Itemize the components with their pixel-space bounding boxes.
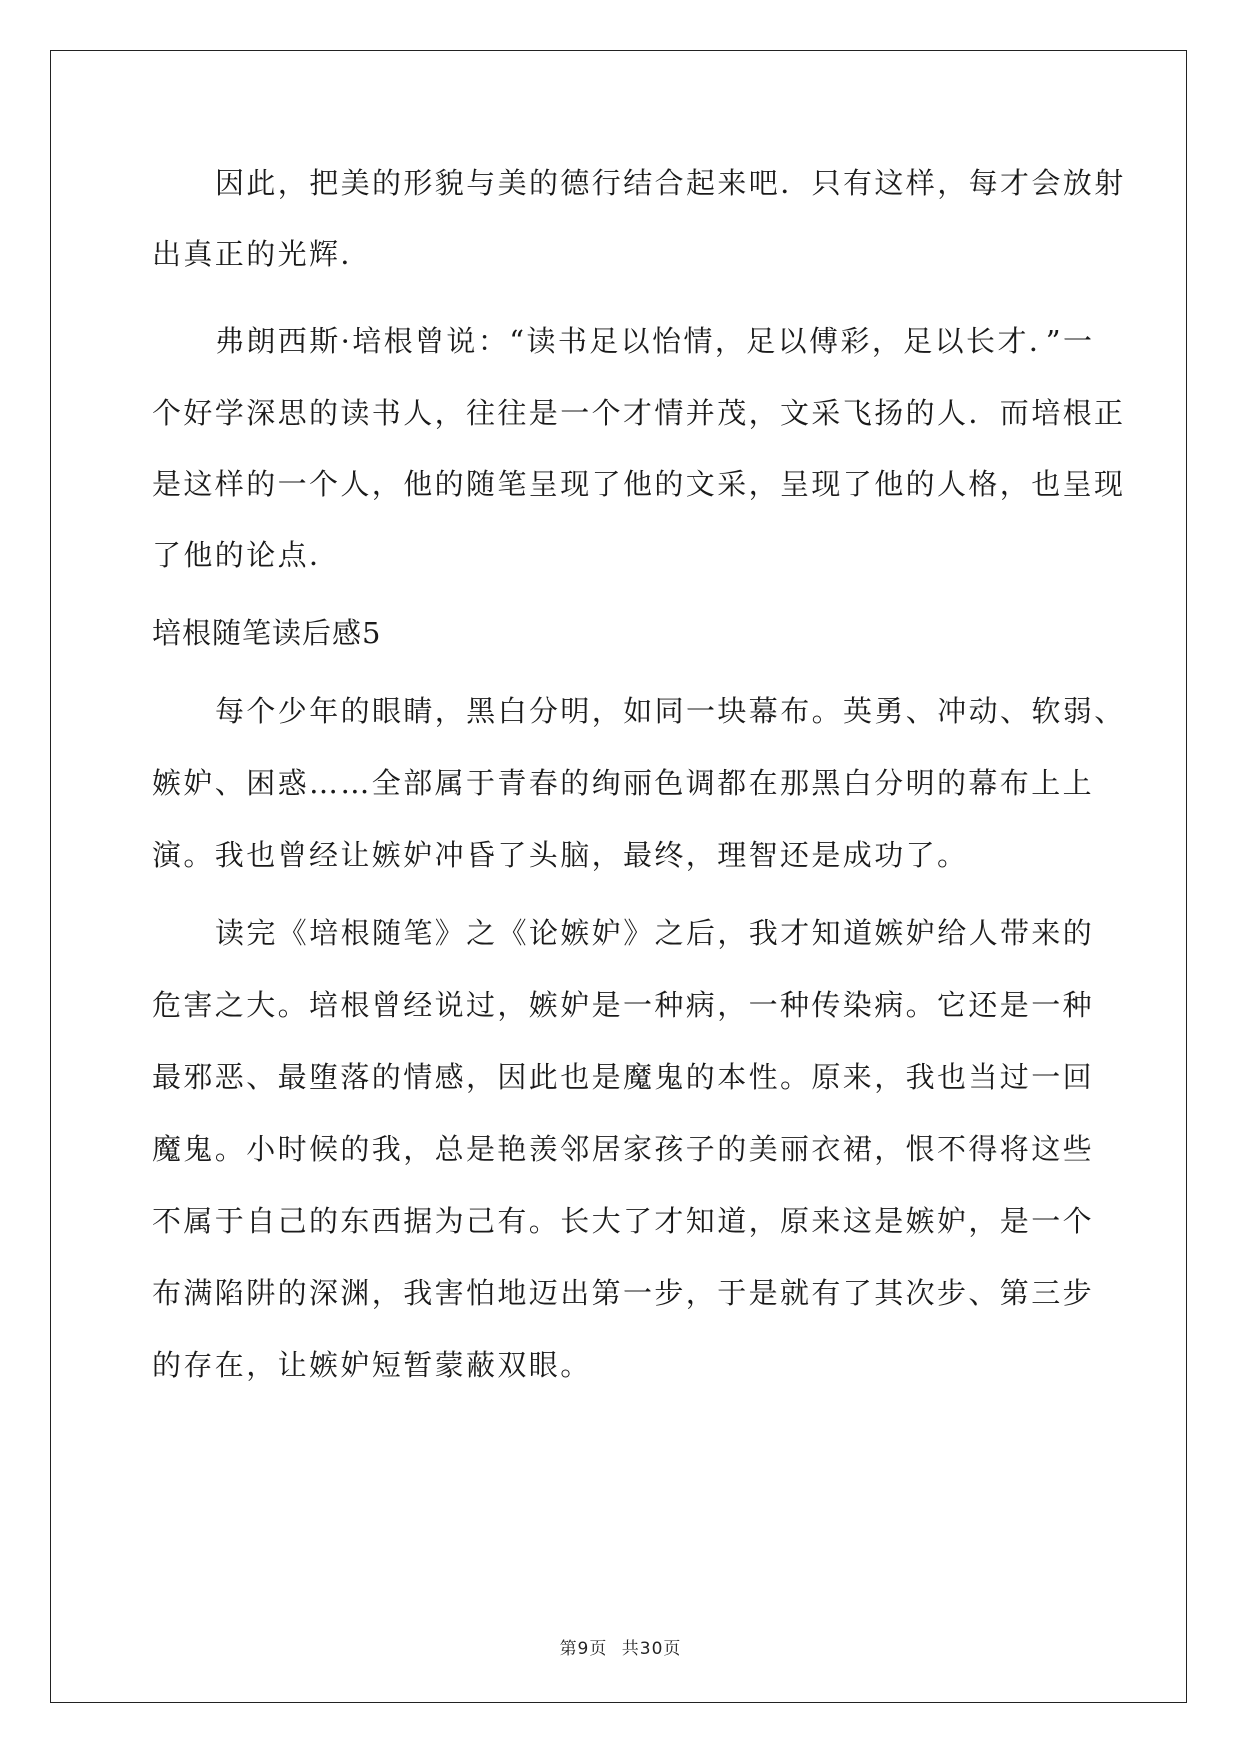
page-number: 第9页 — [559, 1639, 608, 1659]
paragraph-line: 是这样的一个人，他的随笔呈现了他的文采，呈现了他的人格，也呈现 — [152, 467, 1126, 501]
page-border — [50, 50, 1187, 1703]
paragraph-line: 出真正的光辉． — [152, 237, 372, 271]
paragraph-line: 的存在，让嫉妒短暂蒙蔽双眼。 — [152, 1348, 592, 1382]
section-heading: 培根随笔读后感5 — [152, 616, 382, 650]
paragraph-line: 魔鬼。小时候的我，总是艳羡邻居家孩子的美丽衣裙，恨不得将这些 — [152, 1132, 1095, 1166]
paragraph-line: 读完《培根随笔》之《论嫉妒》之后，我才知道嫉妒给人带来的 — [215, 916, 1095, 950]
paragraph-line: 了他的论点． — [152, 538, 341, 572]
paragraph-line: 布满陷阱的深渊，我害怕地迈出第一步，于是就有了其次步、第三步 — [152, 1276, 1095, 1310]
paragraph-line: 每个少年的眼睛，黑白分明，如同一块幕布。英勇、冲动、软弱、 — [215, 694, 1126, 728]
paragraph-line: 因此，把美的形貌与美的德行结合起来吧．只有这样，每才会放射 — [215, 166, 1126, 200]
page-total: 共30页 — [621, 1639, 682, 1659]
page-footer — [0, 1634, 1241, 1659]
paragraph-line: 弗朗西斯·培根曾说：“读书足以怡情，足以傅彩，足以长才．”一 — [215, 324, 1095, 358]
paragraph-line: 不属于自己的东西据为己有。长大了才知道，原来这是嫉妒，是一个 — [152, 1204, 1095, 1238]
paragraph-line: 演。我也曾经让嫉妒冲昏了头脑，最终，理智还是成功了。 — [152, 838, 969, 872]
paragraph-line: 嫉妒、困惑……全部属于青春的绚丽色调都在那黑白分明的幕布上上 — [152, 766, 1095, 800]
paragraph-line: 个好学深思的读书人，往往是一个才情并茂，文采飞扬的人．而培根正 — [152, 396, 1126, 430]
paragraph-line: 最邪恶、最堕落的情感，因此也是魔鬼的本性。原来，我也当过一回 — [152, 1060, 1095, 1094]
paragraph-line: 危害之大。培根曾经说过，嫉妒是一种病，一种传染病。它还是一种 — [152, 988, 1095, 1022]
